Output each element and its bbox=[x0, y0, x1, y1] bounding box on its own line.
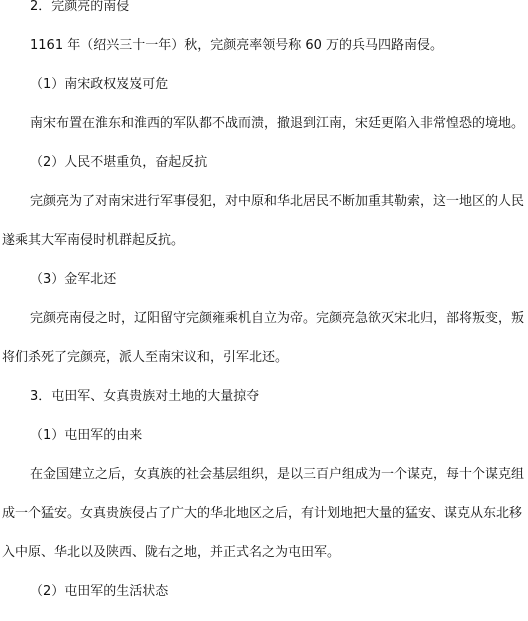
paragraph-line: 遂乘其大军南侵时机群起反抗。 bbox=[2, 233, 185, 248]
paragraph-line: 将们杀死了完颜亮，派人至南宋议和，引军北还。 bbox=[2, 350, 289, 365]
paragraph-line: 成一个猛安。女真贵族侵占了广大的华北地区之后，有计划地把大量的猛安、谋克从东北移 bbox=[2, 506, 523, 521]
section-heading-2: 2．完颜亮的南侵 bbox=[30, 0, 130, 14]
subsection-heading: （1）南宋政权岌岌可危 bbox=[30, 77, 169, 92]
subsection-heading: （3）金军北还 bbox=[30, 272, 117, 287]
paragraph-line: 完颜亮为了对南宋进行军事侵犯，对中原和华北居民不断加重其勒索，这一地区的人民 bbox=[30, 194, 525, 209]
subsection-heading: （2）人民不堪重负，奋起反抗 bbox=[30, 155, 208, 170]
paragraph-line: 1161 年（绍兴三十一年）秋，完颜亮率领号称 60 万的兵马四路南侵。 bbox=[30, 38, 444, 53]
subsection-heading: （2）屯田军的生活状态 bbox=[30, 584, 169, 599]
subsection-heading: （1）屯田军的由来 bbox=[30, 428, 143, 443]
paragraph-line: 完颜亮南侵之时，辽阳留守完颜雍乘机自立为帝。完颜亮急欲灭宋北归，部将叛变，叛 bbox=[30, 311, 525, 326]
paragraph-line: 在金国建立之后，女真族的社会基层组织，是以三百户组成为一个谋克，每十个谋克组 bbox=[30, 467, 525, 482]
paragraph-line: 入中原、华北以及陕西、陇右之地，并正式名之为屯田军。 bbox=[2, 545, 341, 560]
paragraph-line: 南宋布置在淮东和淮西的军队都不战而溃，撤退到江南，宋廷更陷入非常惶恐的境地。 bbox=[30, 116, 525, 131]
section-heading-3: 3．屯田军、女真贵族对土地的大量掠夺 bbox=[30, 389, 260, 404]
